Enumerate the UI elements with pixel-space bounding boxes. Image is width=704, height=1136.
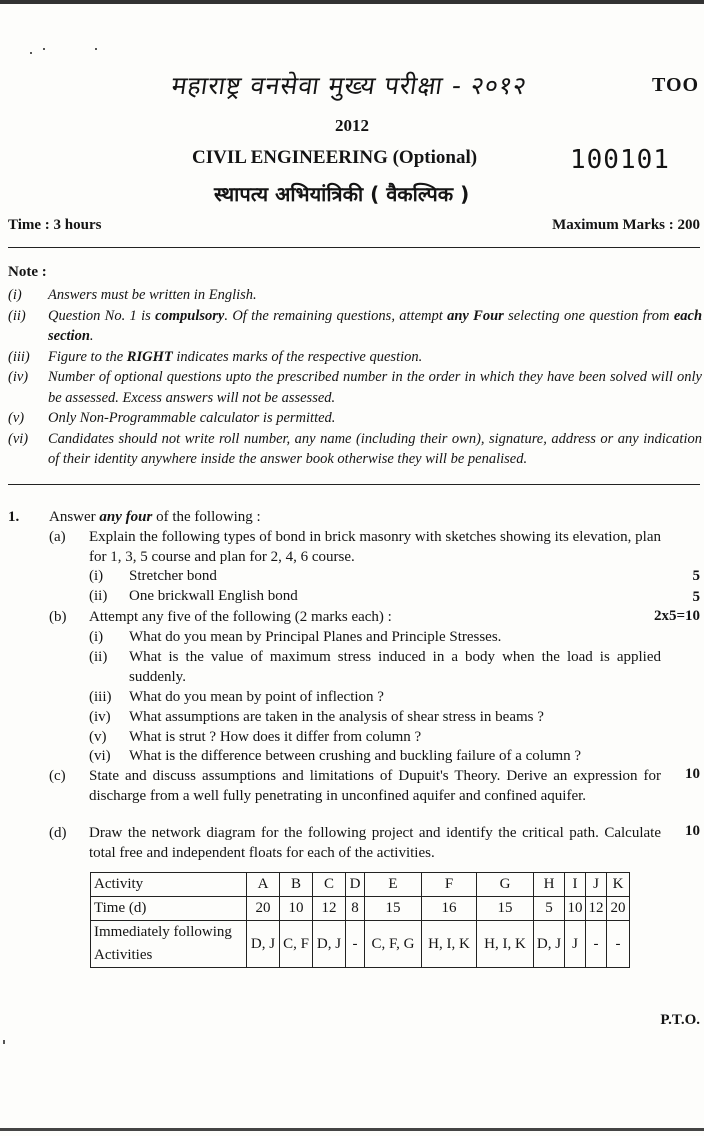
table-cell: H, I, K <box>422 921 477 968</box>
subject-title-hindi: स्थापत्य अभियांत्रिकी ( वैकल्पिक ) <box>214 182 470 206</box>
time-allowed: Time : 3 hours <box>8 217 102 233</box>
maximum-marks: Maximum Marks : 200 <box>552 217 700 233</box>
question-intro: Answer any four of the following : <box>49 509 261 525</box>
divider <box>8 484 700 485</box>
note-item: (ii) Question No. 1 is compulsory. Of the remaining questions, attempt any Four selecting one question from each section. <box>8 307 703 344</box>
row-header: Activity <box>91 873 247 897</box>
marks: 2x5=10 <box>653 608 700 624</box>
table-cell: D, J <box>247 921 280 968</box>
subpart-label: (i) <box>89 629 104 645</box>
note-item: (v) Only Non-Programmable calculator is permitted. <box>8 410 336 426</box>
subpart-label: (ii) <box>89 649 108 665</box>
table-cell: H <box>534 873 565 897</box>
table-cell: H, I, K <box>477 921 534 968</box>
part-label: (a) <box>49 529 66 545</box>
table-cell: 15 <box>365 897 422 921</box>
row-header: Time (d) <box>91 897 247 921</box>
table-cell: C <box>313 873 346 897</box>
question-number: 1. <box>8 509 20 525</box>
table-cell: C, F, G <box>365 921 422 968</box>
handwritten-exam-name: महाराष्ट्र वनसेवा मुख्य परीक्षा - २०१२ <box>169 71 530 100</box>
table-cell: - <box>586 921 607 968</box>
part-a-text: Explain the following types of bond in brick masonry with sketches showing its elevation, plan for 1, 3, 5 course and plan for 2, 4, 6 course. <box>89 529 661 565</box>
part-label: (b) <box>49 609 67 625</box>
table-cell: F <box>422 873 477 897</box>
marks: 10 <box>685 766 700 782</box>
table-cell: 20 <box>607 897 630 921</box>
note-item: (i) Answers must be written in English. <box>8 287 257 303</box>
divider <box>8 247 700 248</box>
note-item: (iii) Figure to the RIGHT indicates marks of the respective question. <box>8 348 423 365</box>
scan-speck <box>43 48 45 50</box>
serial-number: 100101 <box>570 145 670 175</box>
table-cell: D, J <box>534 921 565 968</box>
table-cell: 20 <box>247 897 280 921</box>
subpart-text: What is the difference between crushing and buckling failure of a column ? <box>129 748 582 764</box>
subpart-label: (v) <box>89 729 107 745</box>
table-cell: I <box>565 873 586 897</box>
table-row <box>91 921 630 968</box>
table-cell: J <box>565 921 586 968</box>
note-item: (iv) Number of optional questions upto the prescribed number in the order in which they have been solved will only be assessed. Excess answers will not be assessed. <box>8 369 702 406</box>
subpart-text: One brickwall English bond <box>129 588 298 604</box>
subpart-label: (iv) <box>89 709 111 725</box>
subpart-text: Stretcher bond <box>129 568 217 584</box>
pto-label: P.T.O. <box>660 1012 700 1028</box>
part-c-text: State and discuss assumptions and limitations of Dupuit's Theory. Derive an expression for discharge from a well fully penetrating in unconfined aquifer and confined aquifer. <box>89 768 661 804</box>
table-cell: K <box>607 873 630 897</box>
part-label: (c) <box>49 768 66 784</box>
subject-title: CIVIL ENGINEERING (Optional) <box>192 147 478 168</box>
table-cell: 10 <box>565 897 586 921</box>
bottom-border <box>0 1128 704 1131</box>
table-cell: 10 <box>280 897 313 921</box>
scan-speck <box>30 52 32 54</box>
table-cell: E <box>365 873 422 897</box>
row-header: Immediately following Activities <box>91 921 247 968</box>
top-border <box>0 0 704 4</box>
paper-code: TOO <box>652 74 700 96</box>
subpart-text: What assumptions are taken in the analysis of shear stress in beams ? <box>129 709 544 725</box>
subpart-label: (ii) <box>89 588 108 604</box>
subpart-text: What do you mean by Principal Planes and Principle Stresses. <box>129 629 502 645</box>
activity-table <box>90 872 630 968</box>
table-cell: D, J <box>313 921 346 968</box>
part-d-text: Draw the network diagram for the following project and identify the critical path. Calculate total free and independent floats for each of the activities. <box>89 825 661 861</box>
note-item: (vi) Candidates should not write roll number, any name (including their own), signature, address or any indication of their identity anywhere inside the answer book otherwise they will be penalised. <box>8 430 702 467</box>
part-b-text: Attempt any five of the following (2 marks each) : <box>89 609 392 625</box>
marks: 5 <box>692 568 700 584</box>
subpart-label: (iii) <box>89 689 112 705</box>
part-label: (d) <box>49 825 67 841</box>
table-cell: - <box>607 921 630 968</box>
scan-speck <box>3 1040 5 1044</box>
exam-year: 2012 <box>335 116 369 135</box>
table-cell: A <box>247 873 280 897</box>
subpart-label: (i) <box>89 568 104 584</box>
scan-speck <box>95 48 97 50</box>
subpart-text: What is strut ? How does it differ from column ? <box>129 729 422 745</box>
table-cell: 12 <box>313 897 346 921</box>
table-cell: 8 <box>346 897 365 921</box>
table-cell: C, F <box>280 921 313 968</box>
subpart-text: What is the value of maximum stress induced in a body when the load is applied suddenly. <box>129 649 661 685</box>
table-row <box>91 873 630 897</box>
notes-heading: Note : <box>8 264 47 280</box>
marks: 5 <box>692 589 700 605</box>
table-cell: 15 <box>477 897 534 921</box>
table-cell: 12 <box>586 897 607 921</box>
table-cell: - <box>346 921 365 968</box>
marks: 10 <box>685 823 700 839</box>
notes-list <box>8 285 702 470</box>
subpart-text: What do you mean by point of inflection ? <box>129 689 384 705</box>
table-cell: D <box>346 873 365 897</box>
table-cell: B <box>280 873 313 897</box>
subpart-label: (vi) <box>89 748 111 764</box>
table-cell: G <box>477 873 534 897</box>
table-cell: 16 <box>422 897 477 921</box>
table-cell: J <box>586 873 607 897</box>
table-row <box>91 897 630 921</box>
table-cell: 5 <box>534 897 565 921</box>
